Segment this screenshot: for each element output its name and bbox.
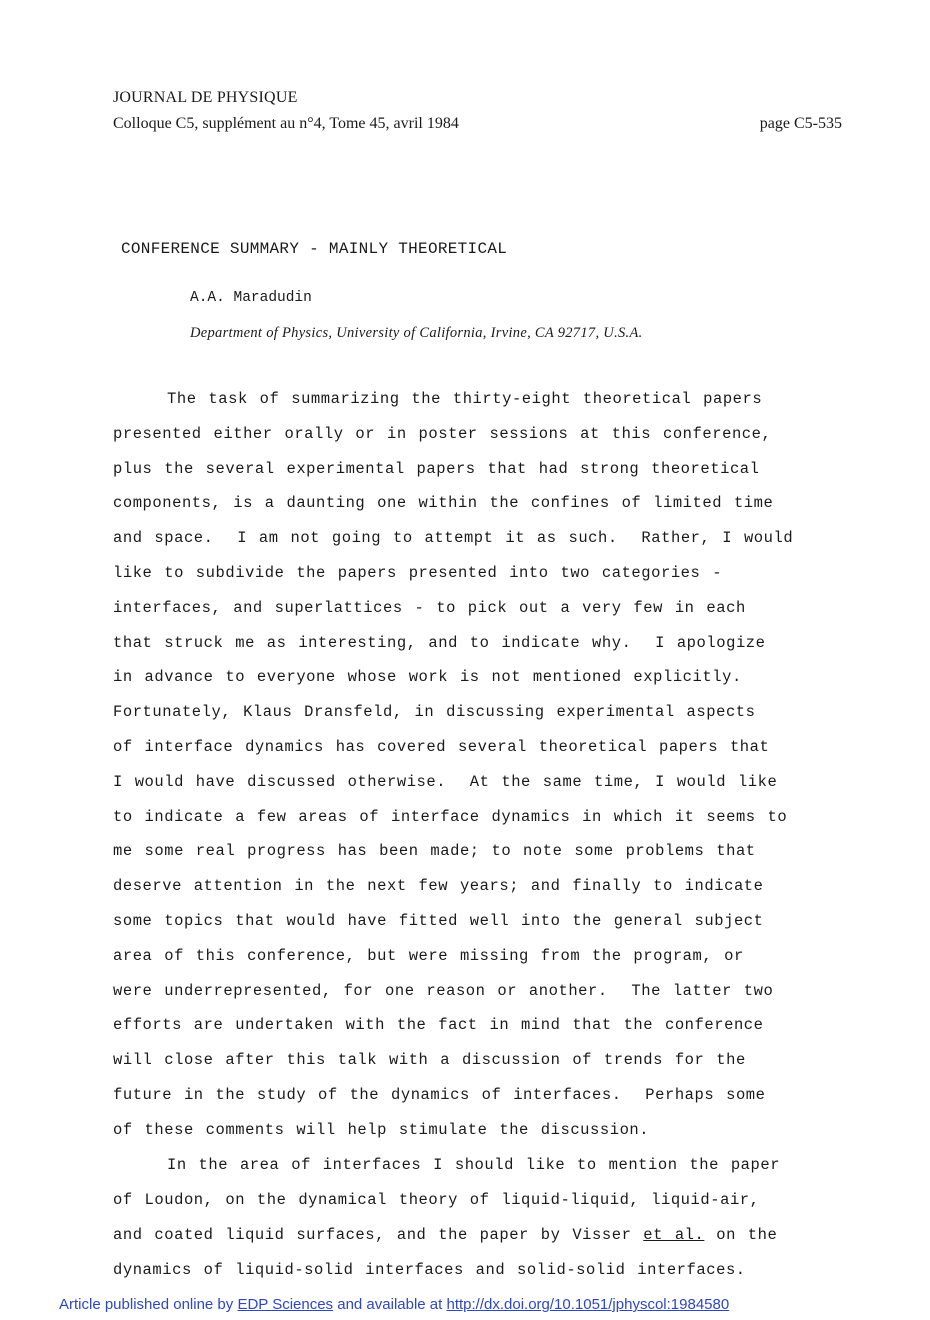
paragraph-line: and space. I am not going to attempt it as such. Rather, I would <box>113 529 794 548</box>
et-al-reference: et al. <box>643 1226 705 1244</box>
paragraph-line: plus the several experimental papers that had strong theoretical <box>113 459 760 478</box>
paragraph-line: of interface dynamics has covered several theoretical papers that <box>113 738 770 756</box>
paragraph-line: were underrepresented, for one reason or another. The latter two <box>113 981 774 1000</box>
paragraph-line: efforts are undertaken with the fact in mind that the conference <box>113 1016 764 1035</box>
paragraph-line: I would have discussed otherwise. At the same time, I would like <box>113 772 778 791</box>
paragraph-line: presented either orally or in poster sessions at this conference, <box>113 424 772 443</box>
paragraph-line <box>113 1226 777 1244</box>
paragraph-line: components, is a daunting one within the confines of limited time <box>113 494 774 513</box>
paragraph-line: deserve attention in the next few years; and finally to indicate <box>113 877 764 896</box>
journal-name: JOURNAL DE PHYSIQUE <box>113 89 298 106</box>
paragraph-line: of Loudon, on the dynamical theory of liquid-liquid, liquid-air, <box>113 1191 760 1209</box>
paragraph-line: The task of summarizing the thirty-eight theoretical papers <box>167 390 763 408</box>
paragraph-line: Fortunately, Klaus Dransfeld, in discussing experimental aspects <box>113 703 756 722</box>
footer-middle: and available at <box>333 1296 447 1313</box>
text-span: and coated liquid surfaces, and the paper by Visser <box>113 1226 644 1244</box>
publisher-link[interactable]: EDP Sciences <box>237 1296 334 1313</box>
paragraph-line: will close after this talk with a discussion of trends for the <box>113 1051 746 1070</box>
text-span: on the <box>704 1226 778 1244</box>
paragraph-line: like to subdivide the papers presented into two categories - <box>113 564 723 582</box>
paragraph-line: of these comments will help stimulate the discussion. <box>113 1120 650 1139</box>
paper-title: CONFERENCE SUMMARY - MAINLY THEORETICAL <box>121 240 508 258</box>
paragraph-line: In the area of interfaces I should like to mention the paper <box>167 1156 781 1174</box>
paragraph-line: some topics that would have fitted well into the general subject <box>113 912 764 930</box>
doi-link[interactable]: http://dx.doi.org/10.1051/jphyscol:1984580 <box>446 1296 730 1313</box>
paragraph-line: interfaces, and superlattices - to pick out a very few in each <box>113 598 746 617</box>
colloque-line: Colloque C5, supplément au n°4, Tome 45, avril 1984 <box>113 115 459 132</box>
paragraph-line: to indicate a few areas of interface dynamics in which it seems to <box>113 807 788 826</box>
footer-prefix: Article published online by <box>59 1296 238 1313</box>
affiliation: Department of Physics, University of California, Irvine, CA 92717, U.S.A. <box>190 325 643 341</box>
publication-footer <box>59 1296 729 1313</box>
paragraph-line: in advance to everyone whose work is not mentioned explicitly. <box>113 668 742 687</box>
page-number: page C5-535 <box>759 115 842 132</box>
paragraph-line: me some real progress has been made; to note some problems that <box>113 842 756 861</box>
author: A.A. Maradudin <box>190 290 312 306</box>
paragraph-line: area of this conference, but were missing from the program, or <box>113 946 744 965</box>
paragraph-line: that struck me as interesting, and to indicate why. I apologize <box>113 633 766 652</box>
paragraph-line: dynamics of liquid-solid interfaces and solid-solid interfaces. <box>113 1261 746 1279</box>
paragraph-line: future in the study of the dynamics of interfaces. Perhaps some <box>113 1086 766 1104</box>
